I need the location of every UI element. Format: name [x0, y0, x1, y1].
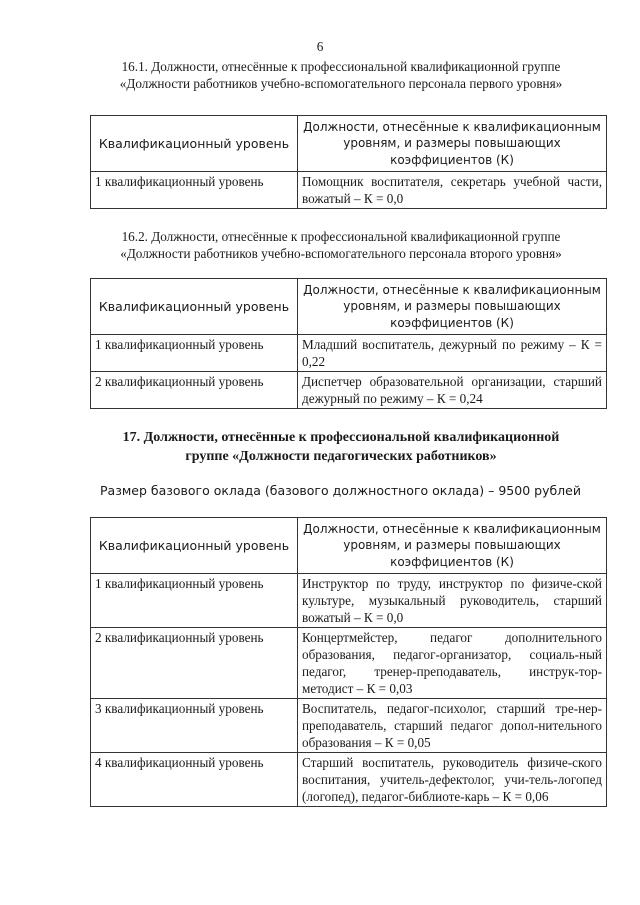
level-cell: 3 квалификационный уровень	[91, 699, 298, 753]
section-title-line: группе «Должности педагогических работников»	[185, 449, 497, 464]
table-row	[91, 172, 607, 209]
level-cell: 1 квалификационный уровень	[91, 172, 298, 209]
positions-cell: Младший воспитатель, дежурный по режиму – К = 0,22	[298, 335, 607, 372]
level-cell: 2 квалификационный уровень	[91, 628, 298, 699]
table-row	[91, 335, 607, 372]
table-row	[91, 699, 607, 753]
section-title-line: 16.1. Должности, отнесённые к профессиональной квалификационной группе	[121, 59, 561, 74]
qualification-table-16-2	[90, 278, 607, 409]
table-row	[91, 574, 607, 628]
level-cell: 1 квалификационный уровень	[91, 335, 298, 372]
table-header-row	[91, 518, 607, 574]
page-number: 6	[316, 39, 324, 54]
level-cell: 2 квалификационный уровень	[91, 372, 298, 409]
base-salary-note: Размер базового оклада (базового должностного оклада) – 9500 рублей	[100, 483, 581, 498]
section-title-line: 17. Должности, отнесённые к профессиональной квалификационной	[122, 430, 560, 445]
positions-cell: Старший воспитатель, руководитель физиче-ского воспитания, учитель-дефектолог, учи-тель-логопед (логопед), педагог-библиоте-карь – К = 0,06	[298, 753, 607, 807]
positions-cell: Инструктор по труду, инструктор по физиче-ской культуре, музыкальный руководитель, старший вожатый – К = 0,0	[298, 574, 607, 628]
level-cell: 1 квалификационный уровень	[91, 574, 298, 628]
section-16-2-title	[76, 228, 606, 262]
table-header-row	[91, 116, 607, 172]
table-header-row	[91, 279, 607, 335]
table-row	[91, 628, 607, 699]
header-positions: Должности, отнесённые к квалификационным уровням, и размеры повышающих коэффициентов (К)	[298, 279, 607, 335]
header-positions: Должности, отнесённые к квалификационным уровням, и размеры повышающих коэффициентов (К)	[298, 518, 607, 574]
section-16-1-title	[76, 58, 606, 92]
level-cell: 4 квалификационный уровень	[91, 753, 298, 807]
positions-cell: Диспетчер образовательной организации, старший дежурный по режиму – К = 0,24	[298, 372, 607, 409]
positions-cell: Воспитатель, педагог-психолог, старший тре-нер-преподаватель, старший педагог допол-нительного образования – К = 0,05	[298, 699, 607, 753]
table-row	[91, 753, 607, 807]
section-17-title	[76, 428, 606, 466]
table-row	[91, 372, 607, 409]
positions-cell: Помощник воспитателя, секретарь учебной части, вожатый – К = 0,0	[298, 172, 607, 209]
header-level: Квалификационный уровень	[91, 116, 298, 172]
qualification-table-16-1	[90, 115, 607, 209]
positions-cell: Концертмейстер, педагог дополнительного образования, педагог-организатор, социаль-ный педагог, тренер-преподаватель, инструк-тор-методист – К = 0,03	[298, 628, 607, 699]
header-level: Квалификационный уровень	[91, 279, 298, 335]
header-positions: Должности, отнесённые к квалификационным уровням, и размеры повышающих коэффициентов (К)	[298, 116, 607, 172]
section-title-line: «Должности работников учебно-вспомогательного персонала второго уровня»	[120, 246, 562, 261]
qualification-table-17	[90, 517, 607, 807]
section-title-line: «Должности работников учебно-вспомогательного персонала первого уровня»	[119, 76, 563, 91]
header-level: Квалификационный уровень	[91, 518, 298, 574]
section-title-line: 16.2. Должности, отнесённые к профессиональной квалификационной группе	[121, 229, 561, 244]
